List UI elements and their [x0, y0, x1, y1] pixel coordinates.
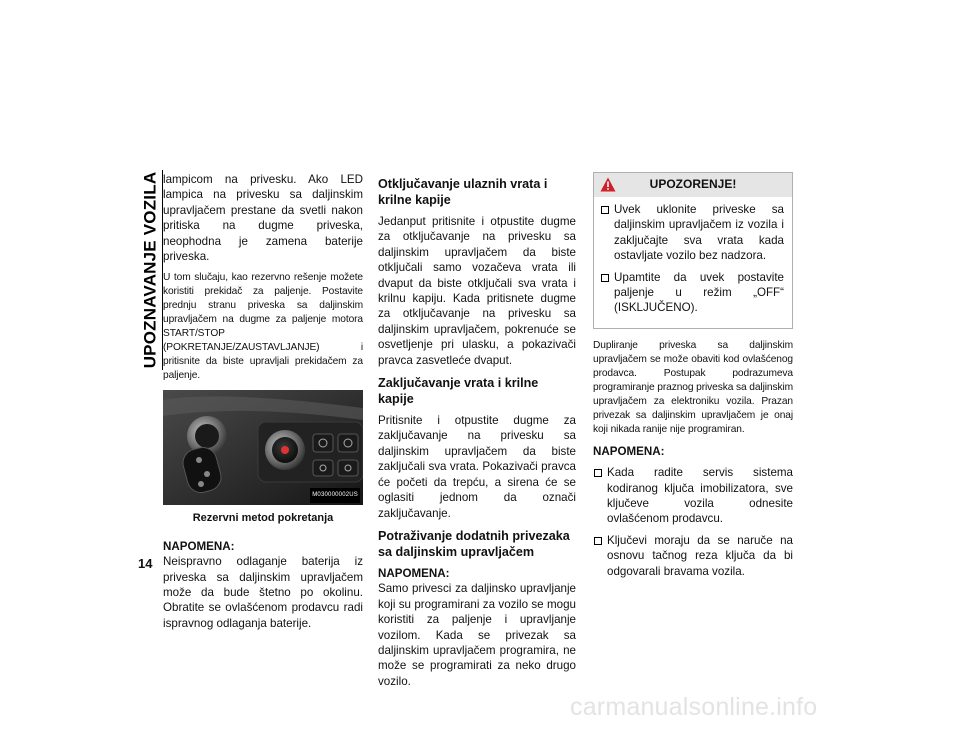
- figure-caption: Rezervni metod pokretanja: [192, 512, 334, 525]
- paragraph-small: U tom slučaju, kao rezervno rešenje možete koristiti prekidač za paljenje. Postavite prednju stranu priveska sa daljinskim upravljačem na dugme za paljenje motora START/STOP (POKRETANJE/ZAUSTAVLJANJE) i pritisnite da biste upravljali prekidačem za paljenje.: [163, 272, 363, 382]
- list-item: Ključevi moraju da se naruče na osnovu tačnog reza ključa da bi odgovarali bravama vozila.: [593, 533, 793, 579]
- bullet-square-icon: [594, 469, 602, 477]
- paragraph-small: Dupliranje priveska sa daljinskim upravljačem se može obaviti kod ovlašćenog prodavca. Postupak podrazumeva programiranje praznog priveska sa daljinskim upravljačem za elektroniku vozila. Prazan privezak sa daljinskim upravljačem je onaj koji nikada ranije nije programiran.: [593, 339, 794, 435]
- ignition-photo: [163, 390, 363, 505]
- note-text: Neispravno odlaganje baterija iz priveska sa daljinskim upravljačem može da bude štetno po okolinu. Obratite se ovlašćenom prodavcu radi ispravnog odlaganja baterije.: [163, 555, 363, 630]
- list-item: Uvek uklonite priveske sa daljinskim upravljačem iz vozila i zaključajte sva vrata kada ostavljate vozilo bez nadzora.: [600, 202, 784, 264]
- watermark: carmanualsonline.info: [570, 693, 818, 721]
- paragraph: Jedanput pritisnite i otpustite dugme za otključavanje na privesku sa daljinskim upravljačem da biste otključali samo vozačeva vrata ili dvaput da biste otključali sva vrata i krilnu kapiju. Kada pritisnete dugme za otključavanje na privesku sa daljinskim upravljačem, pokrenuće se osvetljenje pri ulasku, a pokazivači pravca zasvetleće dvaput.: [378, 215, 576, 367]
- warning-box: [593, 172, 793, 329]
- column-2: [378, 172, 576, 696]
- section-heading: Otključavanje ulaznih vrata i krilne kapije: [378, 177, 548, 207]
- warning-list: [600, 202, 784, 316]
- note-text: Samo privesci za daljinsko upravljanje koji su programirani za vozilo se mogu koristiti za paljenje i upravljanje vozilom. Kada se privezak sa daljinskim upravljačem programira, ne može se programirati za neko drugo vozilo.: [378, 582, 576, 688]
- note-list: [593, 465, 793, 579]
- paragraph: lampicom na privesku. Ako LED lampica na privesku sa daljinskim upravljačem prestane da svetli nakon pritiska na dugme priveska, neophodna je zamena baterije priveska.: [163, 173, 363, 264]
- warning-icon: [600, 177, 616, 192]
- note-heading: NAPOMENA:: [593, 444, 665, 458]
- section-title: UPOZNAVANJE VOZILA: [140, 171, 159, 369]
- note-heading: NAPOMENA:: [378, 566, 450, 580]
- warning-title: UPOZORENJE!: [649, 177, 737, 192]
- bullet-square-icon: [601, 274, 609, 282]
- paragraph: Pritisnite i otpustite dugme za zaključavanje na privesku sa daljinskim upravljačem da biste zaključali sva vrata. Pokazivači pravca će početi da trepću, a sirena će se oglasiti jednom da označi zaključavanje.: [378, 414, 576, 520]
- section-side-tab: [138, 170, 162, 370]
- column-3: [593, 172, 793, 585]
- list-item: Upamtite da uvek postavite paljenje u režim „OFF“ (ISKLJUČENO).: [600, 270, 784, 316]
- warning-header: [594, 173, 792, 197]
- image-code: M030000002US: [310, 488, 360, 503]
- section-heading: Zaključavanje vrata i krilne kapije: [378, 376, 539, 407]
- page-number: 14: [138, 556, 153, 571]
- column-1: [163, 172, 363, 638]
- bullet-square-icon: [601, 206, 609, 214]
- list-item: Kada radite servis sistema kodiranog ključa imobilizatora, sve ključeve vozila odnesite ovlašćenom prodavcu.: [593, 465, 793, 527]
- note-heading: NAPOMENA:: [163, 539, 235, 553]
- section-heading: Potraživanje dodatnih privezaka sa daljinskim upravljačem: [378, 528, 570, 559]
- bullet-square-icon: [594, 537, 602, 545]
